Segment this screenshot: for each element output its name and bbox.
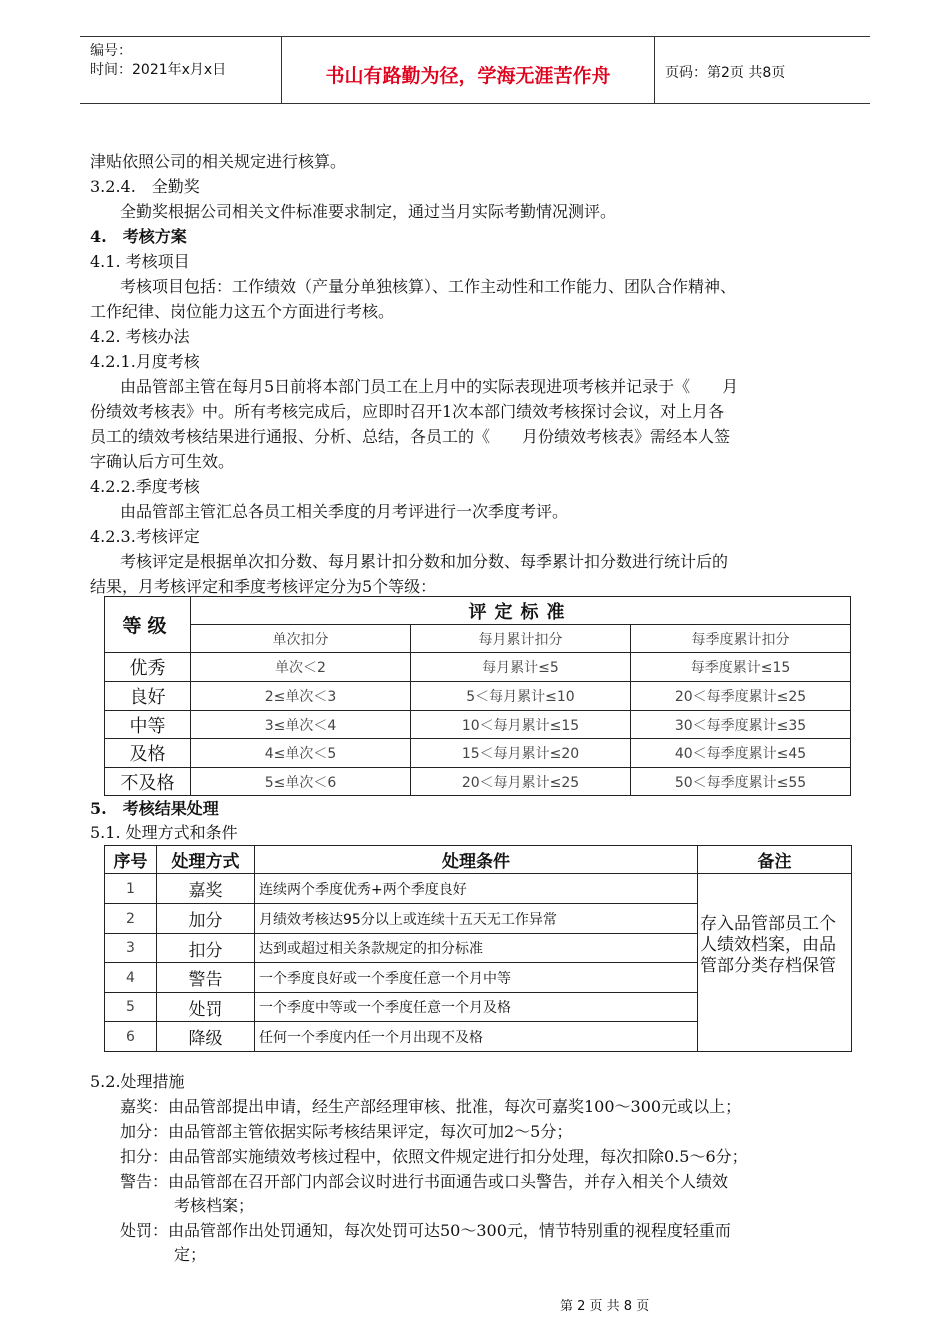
grade-quarter: 20＜每季度累计≤25 (631, 682, 851, 711)
section-heading: 3.2.4. 全勤奖 (90, 177, 200, 196)
page-header (80, 36, 870, 104)
grade-quarter: 40＜每季度累计≤45 (631, 739, 851, 768)
header-motto-cell (281, 37, 655, 103)
proc-condition: 连续两个季度优秀+两个季度良好 (255, 874, 698, 904)
section-heading: 4.2. 考核办法 (90, 327, 190, 346)
section-heading: 4.1. 考核项目 (90, 252, 190, 271)
proc-no: 2 (105, 904, 157, 934)
table-row (105, 682, 851, 711)
proc-note: 存入品管部员工个人绩效档案，由品管部分类存档保管 (698, 874, 852, 1052)
proc-header: 备注 (698, 846, 852, 874)
grade-subheader: 单次扣分 (191, 625, 411, 653)
proc-method: 处罚 (157, 993, 255, 1022)
grade-single: 单次＜2 (191, 653, 411, 682)
paragraph: 字确认后方可生效。 (90, 452, 235, 471)
grade-month: 10＜每月累计≤15 (411, 711, 631, 739)
grade-criteria-header: 评定标准 (191, 597, 851, 625)
header-meta (80, 37, 280, 103)
number-label: 编号： (90, 43, 132, 59)
section-heading: 4.2.3.考核评定 (90, 527, 200, 546)
motto: 书山有路勤为径，学海无涯苦作舟 (325, 65, 611, 87)
grade-single: 4≤单次＜5 (191, 739, 411, 768)
header-page-cell (655, 37, 870, 103)
grade-subheader: 每季度累计扣分 (631, 625, 851, 653)
proc-condition: 一个季度中等或一个季度任意一个月及格 (255, 993, 698, 1022)
paragraph: 全勤奖根据公司相关文件标准要求制定，通过当月实际考勤情况测评。 (120, 202, 617, 221)
grade-quarter: 每季度累计≤15 (631, 653, 851, 682)
proc-method: 扣分 (157, 934, 255, 963)
proc-condition: 月绩效考核达95分以上或连续十五天无工作异常 (255, 904, 698, 934)
proc-method: 降级 (157, 1022, 255, 1052)
table-row (105, 653, 851, 682)
proc-method: 嘉奖 (157, 874, 255, 904)
proc-header: 处理方式 (157, 846, 255, 874)
paragraph: 津贴依照公司的相关规定进行核算。 (90, 152, 347, 171)
proc-condition: 一个季度良好或一个季度任意一个月中等 (255, 963, 698, 993)
grade-subheader: 每月累计扣分 (411, 625, 631, 653)
grade-single: 3≤单次＜4 (191, 711, 411, 739)
grade-level: 良好 (105, 682, 191, 711)
proc-method: 警告 (157, 963, 255, 993)
section-heading: 5.2.处理措施 (90, 1072, 185, 1091)
measure-item: 扣分：由品管部实施绩效考核过程中，依照文件规定进行扣分处理，每次扣除0.5～6分； (120, 1147, 748, 1166)
measure-item: 加分：由品管部主管依据实际考核结果评定，每次可加2～5分； (120, 1122, 573, 1141)
proc-no: 5 (105, 993, 157, 1022)
grade-quarter: 50＜每季度累计≤55 (631, 768, 851, 796)
measure-item-continued: 定； (174, 1245, 207, 1264)
proc-no: 6 (105, 1022, 157, 1052)
grade-month: 5＜每月累计≤10 (411, 682, 631, 711)
measure-item: 警告：由品管部在召开部门内部会议时进行书面通告或口头警告，并存入相关个人绩效 (120, 1172, 729, 1191)
grade-level-header: 等级 (105, 597, 191, 653)
section-heading: 4.2.1.月度考核 (90, 352, 200, 371)
header-page-label: 页码：第2页 共8页 (665, 65, 786, 81)
proc-header: 序号 (105, 846, 157, 874)
table-row (105, 874, 852, 904)
measure-item-continued: 考核档案； (174, 1196, 255, 1215)
paragraph: 考核项目包括：工作绩效（产量分单独核算）、工作主动性和工作能力、团队合作精神、 (120, 277, 737, 296)
grade-level: 不及格 (105, 768, 191, 796)
section-heading: 5.1. 处理方式和条件 (90, 823, 238, 842)
proc-no: 4 (105, 963, 157, 993)
grade-month: 15＜每月累计≤20 (411, 739, 631, 768)
paragraph: 由品管部主管在每月5日前将本部门员工在上月中的实际表现进项考核并记录于《 月 (120, 377, 739, 396)
grade-table (104, 596, 851, 796)
proc-condition: 任何一个季度内任一个月出现不及格 (255, 1022, 698, 1052)
section-heading: 4. 考核方案 (90, 227, 187, 246)
proc-method: 加分 (157, 904, 255, 934)
grade-single: 5≤单次＜6 (191, 768, 411, 796)
paragraph: 工作纪律、岗位能力这五个方面进行考核。 (90, 302, 395, 321)
grade-month: 20＜每月累计≤25 (411, 768, 631, 796)
grade-level: 中等 (105, 711, 191, 739)
paragraph: 考核评定是根据单次扣分数、每月累计扣分数和加分数、每季累计扣分数进行统计后的 (120, 552, 729, 571)
paragraph: 员工的绩效考核结果进行通报、分析、总结，各员工的《 月份绩效考核表》需经本人签 (90, 427, 731, 446)
time-label: 时间：2021年x月x日 (90, 62, 227, 78)
grade-single: 2≤单次＜3 (191, 682, 411, 711)
measure-item: 处罚：由品管部作出处罚通知，每次处罚可达50～300元，情节特别重的视程度轻重而 (120, 1221, 731, 1240)
proc-no: 1 (105, 874, 157, 904)
section-heading: 4.2.2.季度考核 (90, 477, 200, 496)
grade-quarter: 30＜每季度累计≤35 (631, 711, 851, 739)
proc-condition: 达到或超过相关条款规定的扣分标准 (255, 934, 698, 963)
measure-item: 嘉奖：由品管部提出申请，经生产部经理审核、批准，每次可嘉奖100～300元或以上； (120, 1097, 742, 1116)
table-row (105, 739, 851, 768)
grade-level: 及格 (105, 739, 191, 768)
processing-table (104, 845, 852, 1052)
table-row (105, 711, 851, 739)
proc-header: 处理条件 (255, 846, 698, 874)
paragraph: 份绩效考核表》中。所有考核完成后，应即时召开1次本部门绩效考核探讨会议，对上月各 (90, 402, 725, 421)
paragraph: 由品管部主管汇总各员工相关季度的月考评进行一次季度考评。 (120, 502, 569, 521)
grade-level: 优秀 (105, 653, 191, 682)
table-row (105, 768, 851, 796)
proc-no: 3 (105, 934, 157, 963)
section-heading: 5. 考核结果处理 (90, 799, 219, 818)
page-footer: 第 2 页 共 8 页 (560, 1299, 650, 1314)
paragraph: 结果，月考核评定和季度考核评定分为5个等级： (90, 577, 437, 596)
grade-month: 每月累计≤5 (411, 653, 631, 682)
